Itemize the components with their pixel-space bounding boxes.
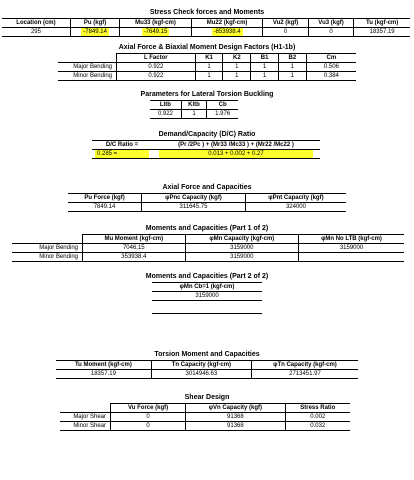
lltb-value: 0.922 <box>150 110 181 119</box>
table-cell: 0 <box>111 413 186 422</box>
stress-check-title: Stress Check forces and Moments <box>149 9 265 16</box>
phi-pnt-value: 324000 <box>245 203 346 212</box>
pu-value <box>70 28 119 37</box>
header-phi-pnc: φPnc Capacity (kgf) <box>142 194 246 203</box>
table-cell: 0.506 <box>306 63 356 72</box>
row-label: Major Bending <box>12 244 83 253</box>
table-cell: 3159000 <box>299 244 404 253</box>
header-tn-capacity: Tn Capacity (kgf-cm) <box>151 361 251 370</box>
table-row <box>60 413 350 422</box>
header-tu: Tu (kgf-cm) <box>354 19 410 28</box>
mu33-value-text: -7649.15 <box>143 29 168 35</box>
table-cell: 1 <box>195 72 223 81</box>
table-row <box>12 253 404 262</box>
header-b1: B1 <box>251 54 279 63</box>
table-cell: 0 <box>111 422 186 431</box>
table-cell: 0.922 <box>117 72 196 81</box>
header-k2: K2 <box>223 54 251 63</box>
header-tu-moment: Tu Moment (kgf-cm) <box>56 361 151 370</box>
table-cell: 0.922 <box>117 63 196 72</box>
header-pu: Pu (kgf) <box>70 19 119 28</box>
header-vu3: Vu3 (kgf) <box>308 19 353 28</box>
table-cell: 1 <box>251 63 279 72</box>
mu22-value <box>191 28 263 37</box>
mu33-value <box>120 28 192 37</box>
pu-force-value: 7849.14 <box>68 203 142 212</box>
moments-part2-title: Moments and Capacities (Part 2 of 2) <box>145 273 269 280</box>
dc-terms-cell <box>152 150 320 159</box>
header-vu-force: Vu Force (kgf) <box>111 404 186 413</box>
location-value: 295 <box>2 28 70 37</box>
header-phi-mn-noltb: φMn No LTB (kgf-cm) <box>299 235 404 244</box>
table-cell: 1 <box>278 72 306 81</box>
table-cell: 1 <box>223 63 251 72</box>
tn-capacity-value: 3014946.63 <box>151 370 251 379</box>
header-pu-force: Pu Force (kgf) <box>68 194 142 203</box>
table-cell: 1 <box>223 72 251 81</box>
header-cb: Cb <box>207 101 238 110</box>
table-cell: 91368 <box>186 422 285 431</box>
table-cell: 3159000 <box>185 253 298 262</box>
pu-value-text: -7849.14 <box>83 29 107 35</box>
table-row <box>60 422 350 431</box>
header-phi-vn: φVn Capacity (kgf) <box>186 404 285 413</box>
row-label: Major Shear <box>60 413 111 422</box>
stress-check-table <box>2 18 410 37</box>
moments-part2-table <box>152 282 262 314</box>
tu-moment-value: 18357.19 <box>56 370 151 379</box>
biaxial-table <box>58 53 356 81</box>
axial-table <box>68 193 346 212</box>
mu22-value-text: -853938.4 <box>213 29 241 35</box>
header-phi-mn-cb1: φMn Cb=1 (kgf-cm) <box>152 283 262 292</box>
table-cell: 0.032 <box>285 422 350 431</box>
torsion-title: Torsion Moment and Capacities <box>154 351 260 358</box>
phi-pnc-value: 311645.75 <box>142 203 246 212</box>
dc-terms-value: 0.013 + 0.002 + 0.27 <box>159 150 313 158</box>
row-label: Major Bending <box>58 63 117 72</box>
table-row <box>12 244 404 253</box>
table-cell: 91368 <box>186 413 285 422</box>
dc-ratio-value: 0.285 = <box>95 150 149 158</box>
table-row <box>58 72 356 81</box>
header-mu-moment: Mu Moment (kgf-cm) <box>83 235 186 244</box>
blank-row <box>152 301 262 314</box>
header-l-factor: L Factor <box>117 54 196 63</box>
table-cell: 0.384 <box>306 72 356 81</box>
tu-value: 18357.19 <box>354 28 410 37</box>
moments-part1-table <box>12 234 404 262</box>
dc-label: D/C Ratio = <box>92 141 152 150</box>
row-label: Minor Bending <box>58 72 117 81</box>
header-cm: Cm <box>306 54 356 63</box>
header-vu2: Vu2 (kgf) <box>263 19 308 28</box>
phi-mn-cb1-value: 3159000 <box>152 292 262 301</box>
header-k1: K1 <box>195 54 223 63</box>
table-cell: 3159000 <box>185 244 298 253</box>
axial-title: Axial Force and Capacities <box>162 184 252 191</box>
dc-formula: (Pr /2Pc ) + (Mr33 /Mc33 ) + (Mr22 /Mc22 ) <box>152 141 320 150</box>
row-label: Minor Bending <box>12 253 83 262</box>
table-cell <box>299 253 404 262</box>
phi-tn-value: 2713451.97 <box>251 370 358 379</box>
table-cell: 1 <box>195 63 223 72</box>
biaxial-corner <box>58 54 117 63</box>
kltb-value: 1 <box>181 110 207 119</box>
ltb-title: Parameters for Lateral Torsion Buckling <box>140 91 274 98</box>
header-location: Location (cm) <box>2 19 70 28</box>
table-cell: 7046.15 <box>83 244 186 253</box>
table-row <box>58 63 356 72</box>
torsion-table <box>56 360 358 379</box>
table-cell: 353938.4 <box>83 253 186 262</box>
header-phi-mn: φMn Capacity (kgf-cm) <box>185 235 298 244</box>
dc-ratio-cell <box>92 150 152 159</box>
row-label: Minor Shear <box>60 422 111 431</box>
header-kltb: Kltb <box>181 101 207 110</box>
vu3-value: 0 <box>308 28 353 37</box>
shear-title: Shear Design <box>184 394 230 401</box>
header-phi-pnt: φPnt Capacity (kgf) <box>245 194 346 203</box>
shear-corner <box>60 404 111 413</box>
header-b2: B2 <box>278 54 306 63</box>
cb-value: 1.976 <box>207 110 238 119</box>
moments-corner <box>12 235 83 244</box>
header-mu22: Mu22 (kgf-cm) <box>191 19 263 28</box>
dc-table <box>92 140 320 159</box>
dc-title: Demand/Capacity (D/C) Ratio <box>158 131 256 138</box>
ltb-table <box>150 100 238 119</box>
header-stress-ratio: Stress Ratio <box>285 404 350 413</box>
table-cell: 1 <box>251 72 279 81</box>
vu2-value: 0 <box>263 28 308 37</box>
header-mu33: Mu33 (kgf-cm) <box>120 19 192 28</box>
moments-part1-title: Moments and Capacities (Part 1 of 2) <box>145 225 269 232</box>
header-lltb: Lltb <box>150 101 181 110</box>
shear-table <box>60 403 350 431</box>
table-cell: 0.002 <box>285 413 350 422</box>
header-phi-tn: φTn Capacity (kgf-cm) <box>251 361 358 370</box>
biaxial-title: Axial Force & Biaxial Moment Design Factors (H1-1b) <box>118 44 296 51</box>
table-cell: 1 <box>278 63 306 72</box>
